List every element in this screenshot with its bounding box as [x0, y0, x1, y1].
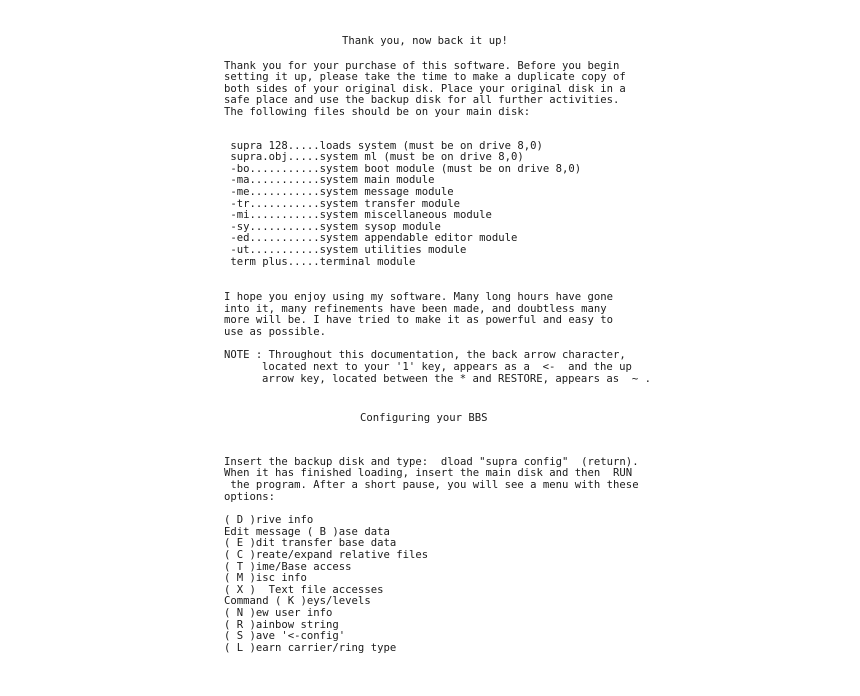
text-line: safe place and use the backup disk for all further activities.: [224, 94, 620, 107]
text-line: Thank you for your purchase of this software. Before you begin: [224, 59, 620, 72]
text-line: more will be. I have tried to make it as powerful and easy to: [224, 314, 614, 327]
menu-option-rainbow-string: ( R )ainbow string: [224, 618, 339, 631]
text-line: options:: [224, 490, 276, 503]
text-line: I hope you enjoy using my software. Many long hours have gone: [224, 291, 614, 304]
file-list-item: term plus.....terminal module: [224, 255, 416, 268]
page-title: Thank you, now back it up!: [342, 35, 508, 47]
config-paragraph: [224, 457, 844, 503]
file-list-item: -tr...........system transfer module: [224, 197, 460, 210]
text-line: When it has finished loading, insert the main disk and then RUN: [224, 467, 633, 480]
menu-option-time-base-access: ( T )ime/Base access: [224, 560, 352, 573]
document-page: [224, 36, 844, 654]
note-paragraph: [224, 350, 844, 385]
options-menu-list: [224, 515, 844, 654]
menu-option-relative-files: ( C )reate/expand relative files: [224, 549, 429, 561]
file-list-item: -ed...........system appendable editor module: [224, 232, 518, 245]
file-list-item: -mi...........system miscellaneous module: [224, 209, 492, 222]
menu-option-command-keys: Command ( K )eys/levels: [224, 595, 371, 608]
menu-option-learn-carrier: ( L )earn carrier/ring type: [224, 641, 397, 654]
file-list-item: -ma...........system main module: [224, 174, 435, 187]
menu-option-message-base: Edit message ( B )ase data: [224, 525, 390, 538]
text-line: the program. After a short pause, you will see a menu with these: [224, 479, 639, 492]
intro-paragraph: [224, 61, 844, 119]
file-list-item: supra.obj.....system ml (must be on drive 8,0): [224, 151, 524, 164]
menu-option-text-file-accesses: ( X ) Text file accesses: [224, 583, 384, 596]
text-line: use as possible.: [224, 325, 327, 338]
menu-option-new-user-info: ( N )ew user info: [224, 606, 333, 619]
file-list-item: -bo...........system boot module (must be on drive 8,0): [224, 162, 582, 175]
file-list: [224, 141, 844, 269]
text-line: both sides of your original disk. Place your original disk in a: [224, 82, 626, 95]
file-list-item: supra 128.....loads system (must be on drive 8,0): [224, 139, 543, 152]
note-line: NOTE : Throughout this documentation, the back arrow character,: [224, 349, 626, 362]
menu-option-misc-info: ( M )isc info: [224, 572, 307, 585]
text-line: Insert the backup disk and type: dload "supra config" (return).: [224, 455, 639, 468]
menu-option-drive-info: ( D )rive info: [224, 514, 314, 527]
section-title: Configuring your BBS: [360, 412, 488, 425]
text-line: into it, many refinements have been made, and doubtless many: [224, 302, 607, 315]
file-list-item: -me...........system message module: [224, 185, 454, 198]
file-list-item: -ut...........system utilities module: [224, 243, 467, 256]
note-line: located next to your '1' key, appears as a <- and the up: [262, 361, 632, 374]
menu-option-transfer-base: ( E )dit transfer base data: [224, 537, 397, 550]
text-line: The following files should be on your main disk:: [224, 105, 531, 118]
menu-option-save-config: ( S )ave '<-config': [224, 630, 346, 643]
file-list-item: -sy...........system sysop module: [224, 220, 441, 233]
hope-paragraph: [224, 292, 844, 338]
note-line: arrow key, located between the * and RESTORE, appears as ~ .: [262, 372, 652, 385]
text-line: setting it up, please take the time to make a duplicate copy of: [224, 71, 626, 84]
